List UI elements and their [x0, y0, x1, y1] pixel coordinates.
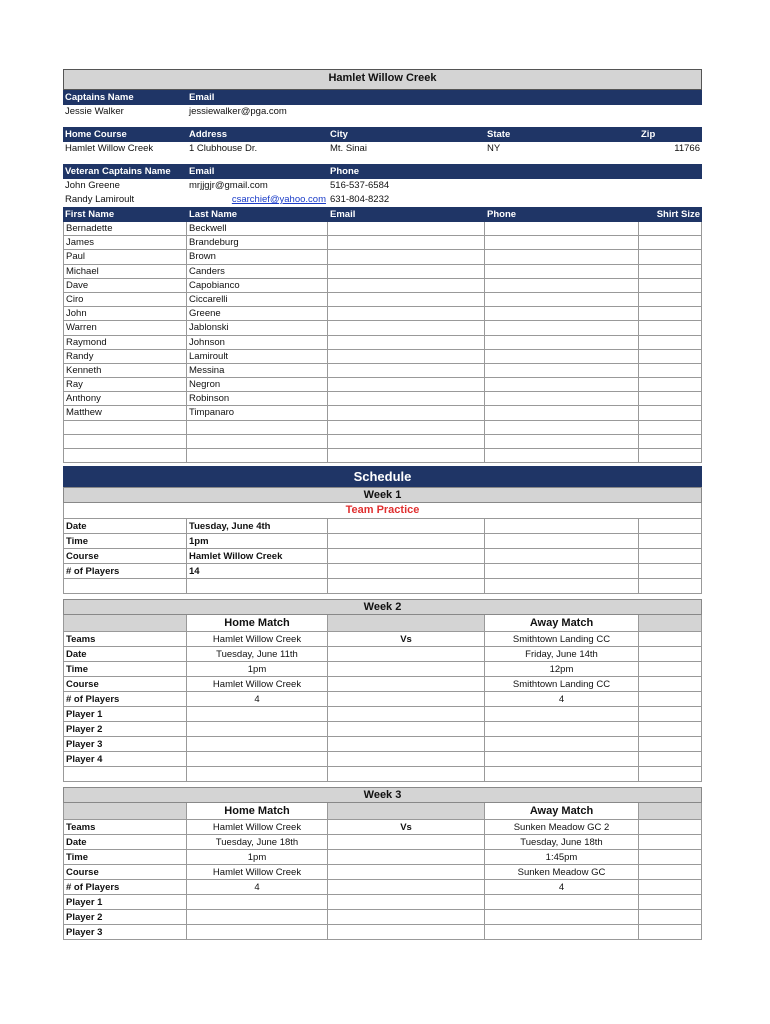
table-row: [63, 307, 702, 321]
schedule-label: Time: [63, 534, 187, 549]
email-cell[interactable]: [328, 336, 485, 350]
last-name-header: Last Name: [189, 209, 238, 220]
table-row: [63, 350, 702, 364]
schedule-label: Course: [63, 677, 187, 692]
schedule-cell[interactable]: [639, 835, 702, 850]
schedule-label: Date: [63, 835, 187, 850]
home-course-header: Home Course: [65, 129, 127, 140]
captain-email[interactable]: jessiewalker@pga.com: [189, 106, 287, 117]
shirt-size-cell[interactable]: [639, 406, 702, 420]
first-name-cell[interactable]: Randy: [63, 350, 187, 364]
email-cell[interactable]: [328, 392, 485, 406]
last-name-cell[interactable]: Johnson: [187, 336, 328, 350]
veteran-name[interactable]: John Greene: [65, 180, 120, 191]
last-name-cell[interactable]: Brown: [187, 250, 328, 264]
shirt-size-cell[interactable]: [639, 421, 702, 435]
schedule-row: [63, 632, 702, 647]
phone-cell[interactable]: [485, 250, 639, 264]
table-row: [63, 321, 702, 335]
schedule-cell[interactable]: [639, 549, 702, 564]
week3-match-header: [63, 803, 702, 820]
schedule-cell[interactable]: [328, 880, 485, 895]
schedule-cell[interactable]: [328, 925, 485, 940]
address-header: Address: [189, 129, 228, 140]
last-name-cell[interactable]: Timpanaro: [187, 406, 328, 420]
schedule-value[interactable]: Tuesday, June 4th: [187, 519, 328, 534]
schedule-cell[interactable]: [328, 519, 485, 534]
email-cell[interactable]: [328, 321, 485, 335]
away-value[interactable]: [485, 925, 639, 940]
away-value[interactable]: [485, 737, 639, 752]
last-name-cell[interactable]: Brandeburg: [187, 236, 328, 250]
home-value[interactable]: Hamlet Willow Creek: [187, 865, 328, 880]
shirt-size-cell[interactable]: [639, 321, 702, 335]
last-name-cell[interactable]: [187, 421, 328, 435]
city-header: City: [330, 129, 348, 140]
phone-header: Phone: [487, 209, 517, 220]
first-name-cell[interactable]: Bernadette: [63, 222, 187, 236]
schedule-cell[interactable]: [639, 564, 702, 579]
home-match-label: Home Match: [187, 803, 328, 820]
schedule-title: Schedule: [63, 466, 702, 487]
schedule-cell[interactable]: [328, 895, 485, 910]
schedule-label: Player 4: [63, 752, 187, 767]
email-cell[interactable]: [328, 449, 485, 463]
schedule-cell[interactable]: [328, 835, 485, 850]
email-cell[interactable]: [328, 222, 485, 236]
schedule-row: [63, 737, 702, 752]
home-value[interactable]: Hamlet Willow Creek: [187, 677, 328, 692]
schedule-cell[interactable]: [328, 549, 485, 564]
shirt-size-header: Shirt Size: [656, 209, 700, 220]
first-name-header: First Name: [65, 209, 115, 220]
schedule-row: [63, 880, 702, 895]
schedule-row: [63, 835, 702, 850]
table-row: [63, 378, 702, 392]
home-value[interactable]: [187, 737, 328, 752]
home-match-label: Home Match: [187, 615, 328, 632]
schedule-label: Player 3: [63, 925, 187, 940]
captains-name-header: Captains Name: [65, 92, 134, 103]
schedule-cell[interactable]: [485, 549, 639, 564]
home-value[interactable]: [187, 925, 328, 940]
away-value[interactable]: [485, 707, 639, 722]
schedule-cell[interactable]: [639, 519, 702, 534]
shirt-size-cell[interactable]: [639, 279, 702, 293]
schedule-row: [63, 707, 702, 722]
shirt-size-cell[interactable]: [639, 236, 702, 250]
table-row: [63, 336, 702, 350]
phone-cell[interactable]: [485, 406, 639, 420]
home-value[interactable]: Tuesday, June 11th: [187, 647, 328, 662]
last-name-cell[interactable]: Beckwell: [187, 222, 328, 236]
away-value[interactable]: Sunken Meadow GC: [485, 865, 639, 880]
schedule-label: Date: [63, 647, 187, 662]
last-name-cell[interactable]: [187, 435, 328, 449]
city[interactable]: Mt. Sinai: [330, 143, 367, 154]
schedule-cell[interactable]: [639, 722, 702, 737]
phone-cell[interactable]: [485, 236, 639, 250]
first-name-cell[interactable]: Matthew: [63, 406, 187, 420]
away-value[interactable]: 12pm: [485, 662, 639, 677]
schedule-label: Date: [63, 519, 187, 534]
away-value[interactable]: Tuesday, June 18th: [485, 835, 639, 850]
schedule-row: [63, 549, 702, 564]
home-value[interactable]: 4: [187, 880, 328, 895]
home-value[interactable]: 1pm: [187, 850, 328, 865]
home-value[interactable]: [187, 722, 328, 737]
phone-cell[interactable]: [485, 321, 639, 335]
schedule-row: [63, 910, 702, 925]
schedule-cell[interactable]: [485, 564, 639, 579]
schedule-cell[interactable]: [639, 850, 702, 865]
schedule-cell[interactable]: [639, 662, 702, 677]
email-cell[interactable]: [328, 250, 485, 264]
first-name-cell[interactable]: John: [63, 307, 187, 321]
table-row: [63, 435, 702, 449]
table-row: [63, 293, 702, 307]
schedule-row: [63, 534, 702, 549]
schedule-label: Time: [63, 662, 187, 677]
spreadsheet: [63, 69, 702, 940]
zip-header: Zip: [641, 129, 656, 140]
schedule-row: [63, 850, 702, 865]
schedule-label: Teams: [63, 820, 187, 835]
first-name-cell[interactable]: James: [63, 236, 187, 250]
phone-cell[interactable]: [485, 307, 639, 321]
schedule-cell[interactable]: [485, 534, 639, 549]
first-name-cell[interactable]: [63, 449, 187, 463]
schedule-label: Course: [63, 549, 187, 564]
schedule-cell[interactable]: [328, 752, 485, 767]
schedule-label: Time: [63, 850, 187, 865]
last-name-cell[interactable]: Robinson: [187, 392, 328, 406]
home-value[interactable]: 1pm: [187, 662, 328, 677]
schedule-value[interactable]: Hamlet Willow Creek: [187, 549, 328, 564]
schedule-cell[interactable]: [639, 820, 702, 835]
team-practice-label: Team Practice: [63, 503, 702, 519]
first-name-cell[interactable]: Michael: [63, 265, 187, 279]
home-value[interactable]: [187, 910, 328, 925]
schedule-row: [63, 564, 702, 579]
email-header: Email: [330, 209, 356, 220]
schedule-value[interactable]: 14: [187, 564, 328, 579]
home-value[interactable]: Hamlet Willow Creek: [187, 632, 328, 647]
shirt-size-cell[interactable]: [639, 222, 702, 236]
away-value[interactable]: [485, 895, 639, 910]
first-name-cell[interactable]: Warren: [63, 321, 187, 335]
week2-header: Week 2: [63, 599, 702, 615]
table-row: [63, 364, 702, 378]
table-row: [63, 279, 702, 293]
schedule-cell[interactable]: [328, 850, 485, 865]
last-name-cell[interactable]: Greene: [187, 307, 328, 321]
week1-blank-row: [63, 579, 702, 594]
veteran-email-header: Email: [189, 166, 215, 177]
schedule-row: [63, 692, 702, 707]
schedule-cell[interactable]: [328, 865, 485, 880]
table-row: [63, 250, 702, 264]
week3-table: [63, 820, 702, 940]
email-cell[interactable]: [328, 350, 485, 364]
veteran-phone[interactable]: 516-537-6584: [330, 180, 390, 191]
state[interactable]: NY: [487, 143, 501, 154]
shirt-size-cell[interactable]: [639, 392, 702, 406]
away-value[interactable]: Smithtown Landing CC: [485, 632, 639, 647]
away-value[interactable]: [485, 910, 639, 925]
last-name-cell[interactable]: Messina: [187, 364, 328, 378]
email-cell[interactable]: [328, 364, 485, 378]
captains-row: [63, 105, 702, 119]
email-cell[interactable]: [328, 378, 485, 392]
schedule-cell[interactable]: [639, 925, 702, 940]
schedule-row: [63, 677, 702, 692]
veteran-name[interactable]: Randy Lamiroult: [65, 194, 135, 205]
phone-cell[interactable]: [485, 279, 639, 293]
home-course[interactable]: Hamlet Willow Creek: [65, 143, 154, 154]
shirt-size-cell[interactable]: [639, 293, 702, 307]
email-cell[interactable]: [328, 421, 485, 435]
email-cell[interactable]: [328, 265, 485, 279]
last-name-cell[interactable]: Lamiroult: [187, 350, 328, 364]
week1-table: [63, 519, 702, 579]
schedule-row: [63, 647, 702, 662]
away-value[interactable]: [485, 752, 639, 767]
phone-cell[interactable]: [485, 449, 639, 463]
first-name-cell[interactable]: Dave: [63, 279, 187, 293]
week2-table: [63, 632, 702, 767]
phone-cell[interactable]: [485, 222, 639, 236]
schedule-cell[interactable]: [328, 707, 485, 722]
away-value[interactable]: Friday, June 14th: [485, 647, 639, 662]
phone-cell[interactable]: [485, 293, 639, 307]
home-value[interactable]: Tuesday, June 18th: [187, 835, 328, 850]
veteran-phone[interactable]: 631-804-8232: [330, 194, 390, 205]
schedule-label: Player 2: [63, 910, 187, 925]
first-name-cell[interactable]: [63, 421, 187, 435]
email-cell[interactable]: [328, 307, 485, 321]
table-row: [63, 449, 702, 463]
schedule-cell[interactable]: [328, 910, 485, 925]
week1-header: Week 1: [63, 487, 702, 503]
schedule-cell[interactable]: [328, 677, 485, 692]
last-name-cell[interactable]: Jablonski: [187, 321, 328, 335]
schedule-cell[interactable]: [328, 737, 485, 752]
schedule-cell[interactable]: [639, 632, 702, 647]
shirt-size-cell[interactable]: [639, 435, 702, 449]
last-name-cell[interactable]: Capobianco: [187, 279, 328, 293]
schedule-label: # of Players: [63, 564, 187, 579]
schedule-row: [63, 925, 702, 940]
week2-blank-row: [63, 767, 702, 782]
vs-label: Vs: [328, 632, 485, 647]
first-name-cell[interactable]: Ray: [63, 378, 187, 392]
state-header: State: [487, 129, 511, 140]
schedule-row: [63, 820, 702, 835]
schedule-cell[interactable]: [639, 865, 702, 880]
schedule-row: [63, 895, 702, 910]
week3-header: Week 3: [63, 787, 702, 803]
shirt-size-cell[interactable]: [639, 307, 702, 321]
schedule-cell[interactable]: [328, 647, 485, 662]
schedule-row: [63, 865, 702, 880]
schedule-label: Player 2: [63, 722, 187, 737]
away-match-label: Away Match: [485, 615, 639, 632]
phone-cell[interactable]: [485, 392, 639, 406]
phone-cell[interactable]: [485, 435, 639, 449]
shirt-size-cell[interactable]: [639, 265, 702, 279]
away-value[interactable]: 1:45pm: [485, 850, 639, 865]
zip[interactable]: 11766: [674, 143, 700, 154]
schedule-cell[interactable]: [639, 895, 702, 910]
shirt-size-cell[interactable]: [639, 250, 702, 264]
schedule-row: [63, 519, 702, 534]
home-value[interactable]: [187, 707, 328, 722]
schedule-value[interactable]: 1pm: [187, 534, 328, 549]
address[interactable]: 1 Clubhouse Dr.: [189, 143, 258, 154]
schedule-cell[interactable]: [639, 677, 702, 692]
last-name-cell[interactable]: Negron: [187, 378, 328, 392]
roster-table: [63, 222, 702, 463]
phone-cell[interactable]: [485, 265, 639, 279]
schedule-cell[interactable]: [328, 534, 485, 549]
veteran-row: [63, 193, 702, 207]
schedule-cell[interactable]: [485, 519, 639, 534]
phone-cell[interactable]: [485, 336, 639, 350]
home-value[interactable]: [187, 752, 328, 767]
veterans-header: [63, 164, 702, 179]
week2-match-header: [63, 615, 702, 632]
table-row: [63, 222, 702, 236]
schedule-label: Course: [63, 865, 187, 880]
schedule-cell[interactable]: [639, 707, 702, 722]
first-name-cell[interactable]: Paul: [63, 250, 187, 264]
schedule-label: # of Players: [63, 880, 187, 895]
phone-cell[interactable]: [485, 364, 639, 378]
last-name-cell[interactable]: [187, 449, 328, 463]
table-row: [63, 421, 702, 435]
first-name-cell[interactable]: [63, 435, 187, 449]
veteran-row: [63, 179, 702, 193]
schedule-row: [63, 752, 702, 767]
home-value[interactable]: [187, 895, 328, 910]
shirt-size-cell[interactable]: [639, 449, 702, 463]
captain-name[interactable]: Jessie Walker: [65, 106, 124, 117]
vs-label: Vs: [328, 820, 485, 835]
table-row: [63, 406, 702, 420]
schedule-label: Player 3: [63, 737, 187, 752]
sheet-title: Hamlet Willow Creek: [63, 69, 702, 90]
first-name-cell[interactable]: Ciro: [63, 293, 187, 307]
shirt-size-cell[interactable]: [639, 350, 702, 364]
schedule-row: [63, 662, 702, 677]
last-name-cell[interactable]: Ciccarelli: [187, 293, 328, 307]
shirt-size-cell[interactable]: [639, 378, 702, 392]
schedule-row: [63, 722, 702, 737]
schedule-cell[interactable]: [639, 692, 702, 707]
away-value[interactable]: Sunken Meadow GC 2: [485, 820, 639, 835]
captains-header: [63, 90, 702, 105]
shirt-size-cell[interactable]: [639, 336, 702, 350]
table-row: [63, 236, 702, 250]
away-value[interactable]: 4: [485, 692, 639, 707]
away-value[interactable]: 4: [485, 880, 639, 895]
schedule-cell[interactable]: [639, 737, 702, 752]
email-cell[interactable]: [328, 236, 485, 250]
schedule-label: Teams: [63, 632, 187, 647]
phone-cell[interactable]: [485, 350, 639, 364]
course-row: [63, 142, 702, 156]
phone-cell[interactable]: [485, 378, 639, 392]
first-name-cell[interactable]: Kenneth: [63, 364, 187, 378]
shirt-size-cell[interactable]: [639, 364, 702, 378]
away-value[interactable]: Smithtown Landing CC: [485, 677, 639, 692]
phone-cell[interactable]: [485, 421, 639, 435]
schedule-cell[interactable]: [328, 722, 485, 737]
first-name-cell[interactable]: Anthony: [63, 392, 187, 406]
veteran-name-header: Veteran Captains Name: [65, 166, 171, 177]
first-name-cell[interactable]: Raymond: [63, 336, 187, 350]
email-cell[interactable]: [328, 279, 485, 293]
last-name-cell[interactable]: Canders: [187, 265, 328, 279]
email-cell[interactable]: [328, 435, 485, 449]
home-value[interactable]: Hamlet Willow Creek: [187, 820, 328, 835]
schedule-cell[interactable]: [639, 647, 702, 662]
away-value[interactable]: [485, 722, 639, 737]
schedule-cell[interactable]: [639, 880, 702, 895]
away-match-label: Away Match: [485, 803, 639, 820]
home-value[interactable]: 4: [187, 692, 328, 707]
schedule-cell[interactable]: [328, 662, 485, 677]
schedule-cell[interactable]: [639, 534, 702, 549]
schedule-label: # of Players: [63, 692, 187, 707]
course-header: [63, 127, 702, 142]
email-cell[interactable]: [328, 406, 485, 420]
schedule-cell[interactable]: [328, 564, 485, 579]
schedule-cell[interactable]: [639, 910, 702, 925]
schedule-label: Player 1: [63, 895, 187, 910]
veteran-email-link[interactable]: csarchief@yahoo.com: [231, 194, 326, 205]
table-row: [63, 265, 702, 279]
roster-header: [63, 207, 702, 222]
email-cell[interactable]: [328, 293, 485, 307]
captains-email-header: Email: [189, 92, 215, 103]
schedule-cell[interactable]: [639, 752, 702, 767]
schedule-cell[interactable]: [328, 692, 485, 707]
veteran-phone-header: Phone: [330, 166, 360, 177]
veteran-email[interactable]: mrjjgjr@gmail.com: [189, 180, 268, 191]
schedule-label: Player 1: [63, 707, 187, 722]
table-row: [63, 392, 702, 406]
